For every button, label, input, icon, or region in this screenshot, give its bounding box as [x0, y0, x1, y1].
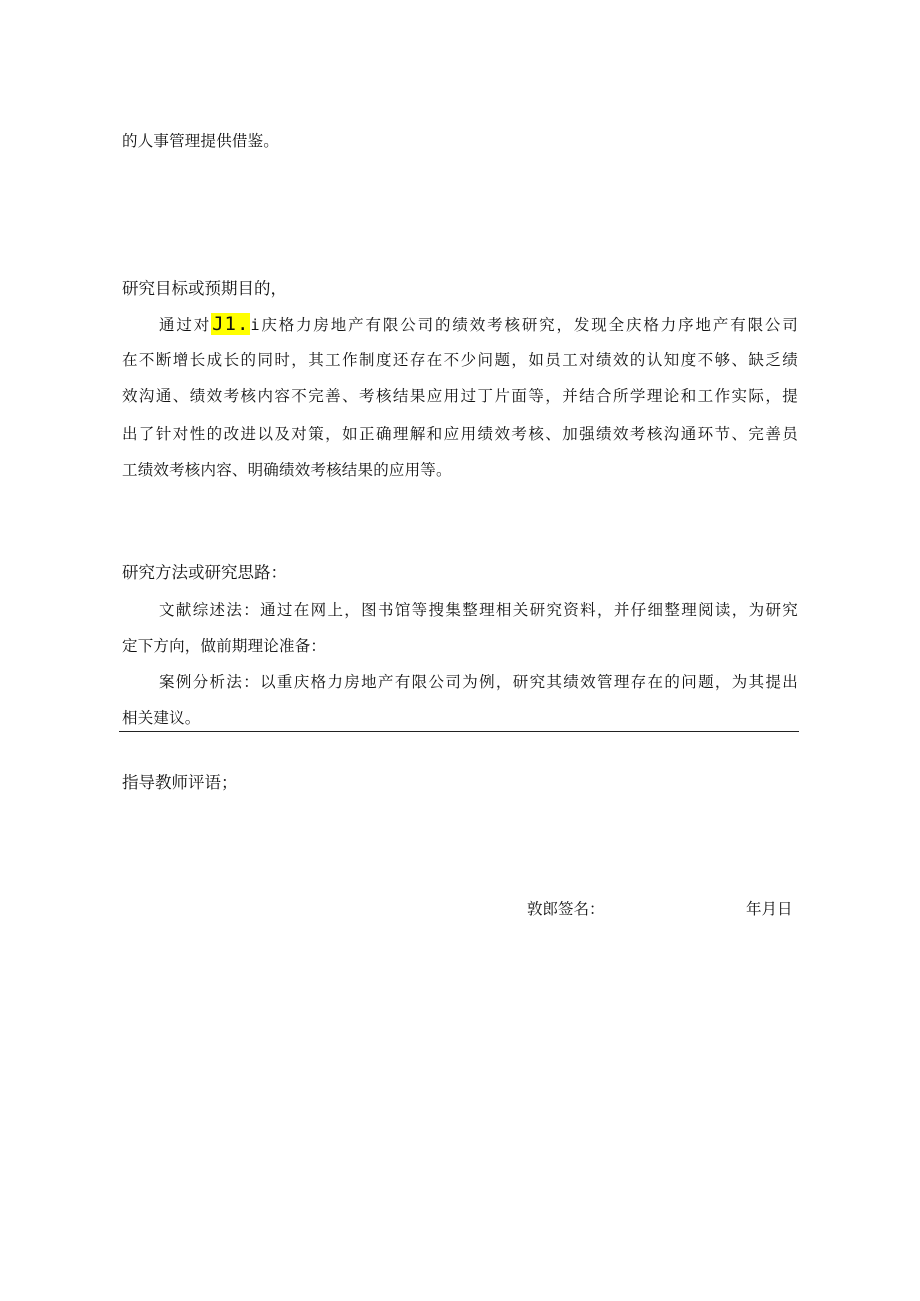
- methods-heading: 研究方法或研究思路：: [122, 563, 287, 582]
- highlighted-text: J1.: [212, 313, 250, 335]
- objectives-paragraph-line-3: 效沟通、绩效考核内容不完善、考核结果应用过丁片面等，并结合所学理论和工作实际，提: [122, 387, 798, 405]
- methods-literature-line-2: 定下方向，做前期理论准备：: [122, 637, 327, 655]
- methods-case-line-1: 案例分析法：以重庆格力房地产有限公司为例，研究其绩效管理存在的问题，为其提出: [159, 673, 798, 691]
- objectives-paragraph-line-5: 工绩效考核内容、明确绩效考核结果的应用等。: [122, 461, 452, 479]
- advisor-comment-heading: 指导教师评语；: [122, 773, 238, 792]
- objectives-paragraph-line-4: 出了针对性的改进以及对策，如正确理解和应用绩效考核、加强绩效考核沟通环节、完善员: [122, 425, 798, 443]
- methods-literature-line-1: 文献综述法：通过在网上，图书馆等搜集整理相关研究资料，并仔细整理阅读，为研究: [159, 601, 798, 619]
- intro-text-line: 的人事管理提供借鉴。: [122, 132, 280, 150]
- date-label: 年月日: [746, 900, 793, 918]
- objectives-line1-i: i: [250, 316, 260, 334]
- objectives-paragraph-line-2: 在不断增长成长的同时，其工作制度还存在不少问题，如员工对绩效的认知度不够、缺乏绩: [122, 351, 798, 369]
- objectives-line1-prefix: 通过对: [159, 316, 212, 334]
- section-divider: [119, 731, 799, 732]
- objectives-line1-rest: 庆格力房地产有限公司的绩效考核研究，发现全庆格力序地产有限公司: [259, 316, 799, 334]
- objectives-heading: 研究目标或预期目的，: [122, 279, 287, 298]
- objectives-paragraph-line-1: [159, 314, 798, 335]
- signature-label: 敦郎签名：: [527, 900, 605, 918]
- methods-case-line-2: 相关建议。: [122, 709, 201, 727]
